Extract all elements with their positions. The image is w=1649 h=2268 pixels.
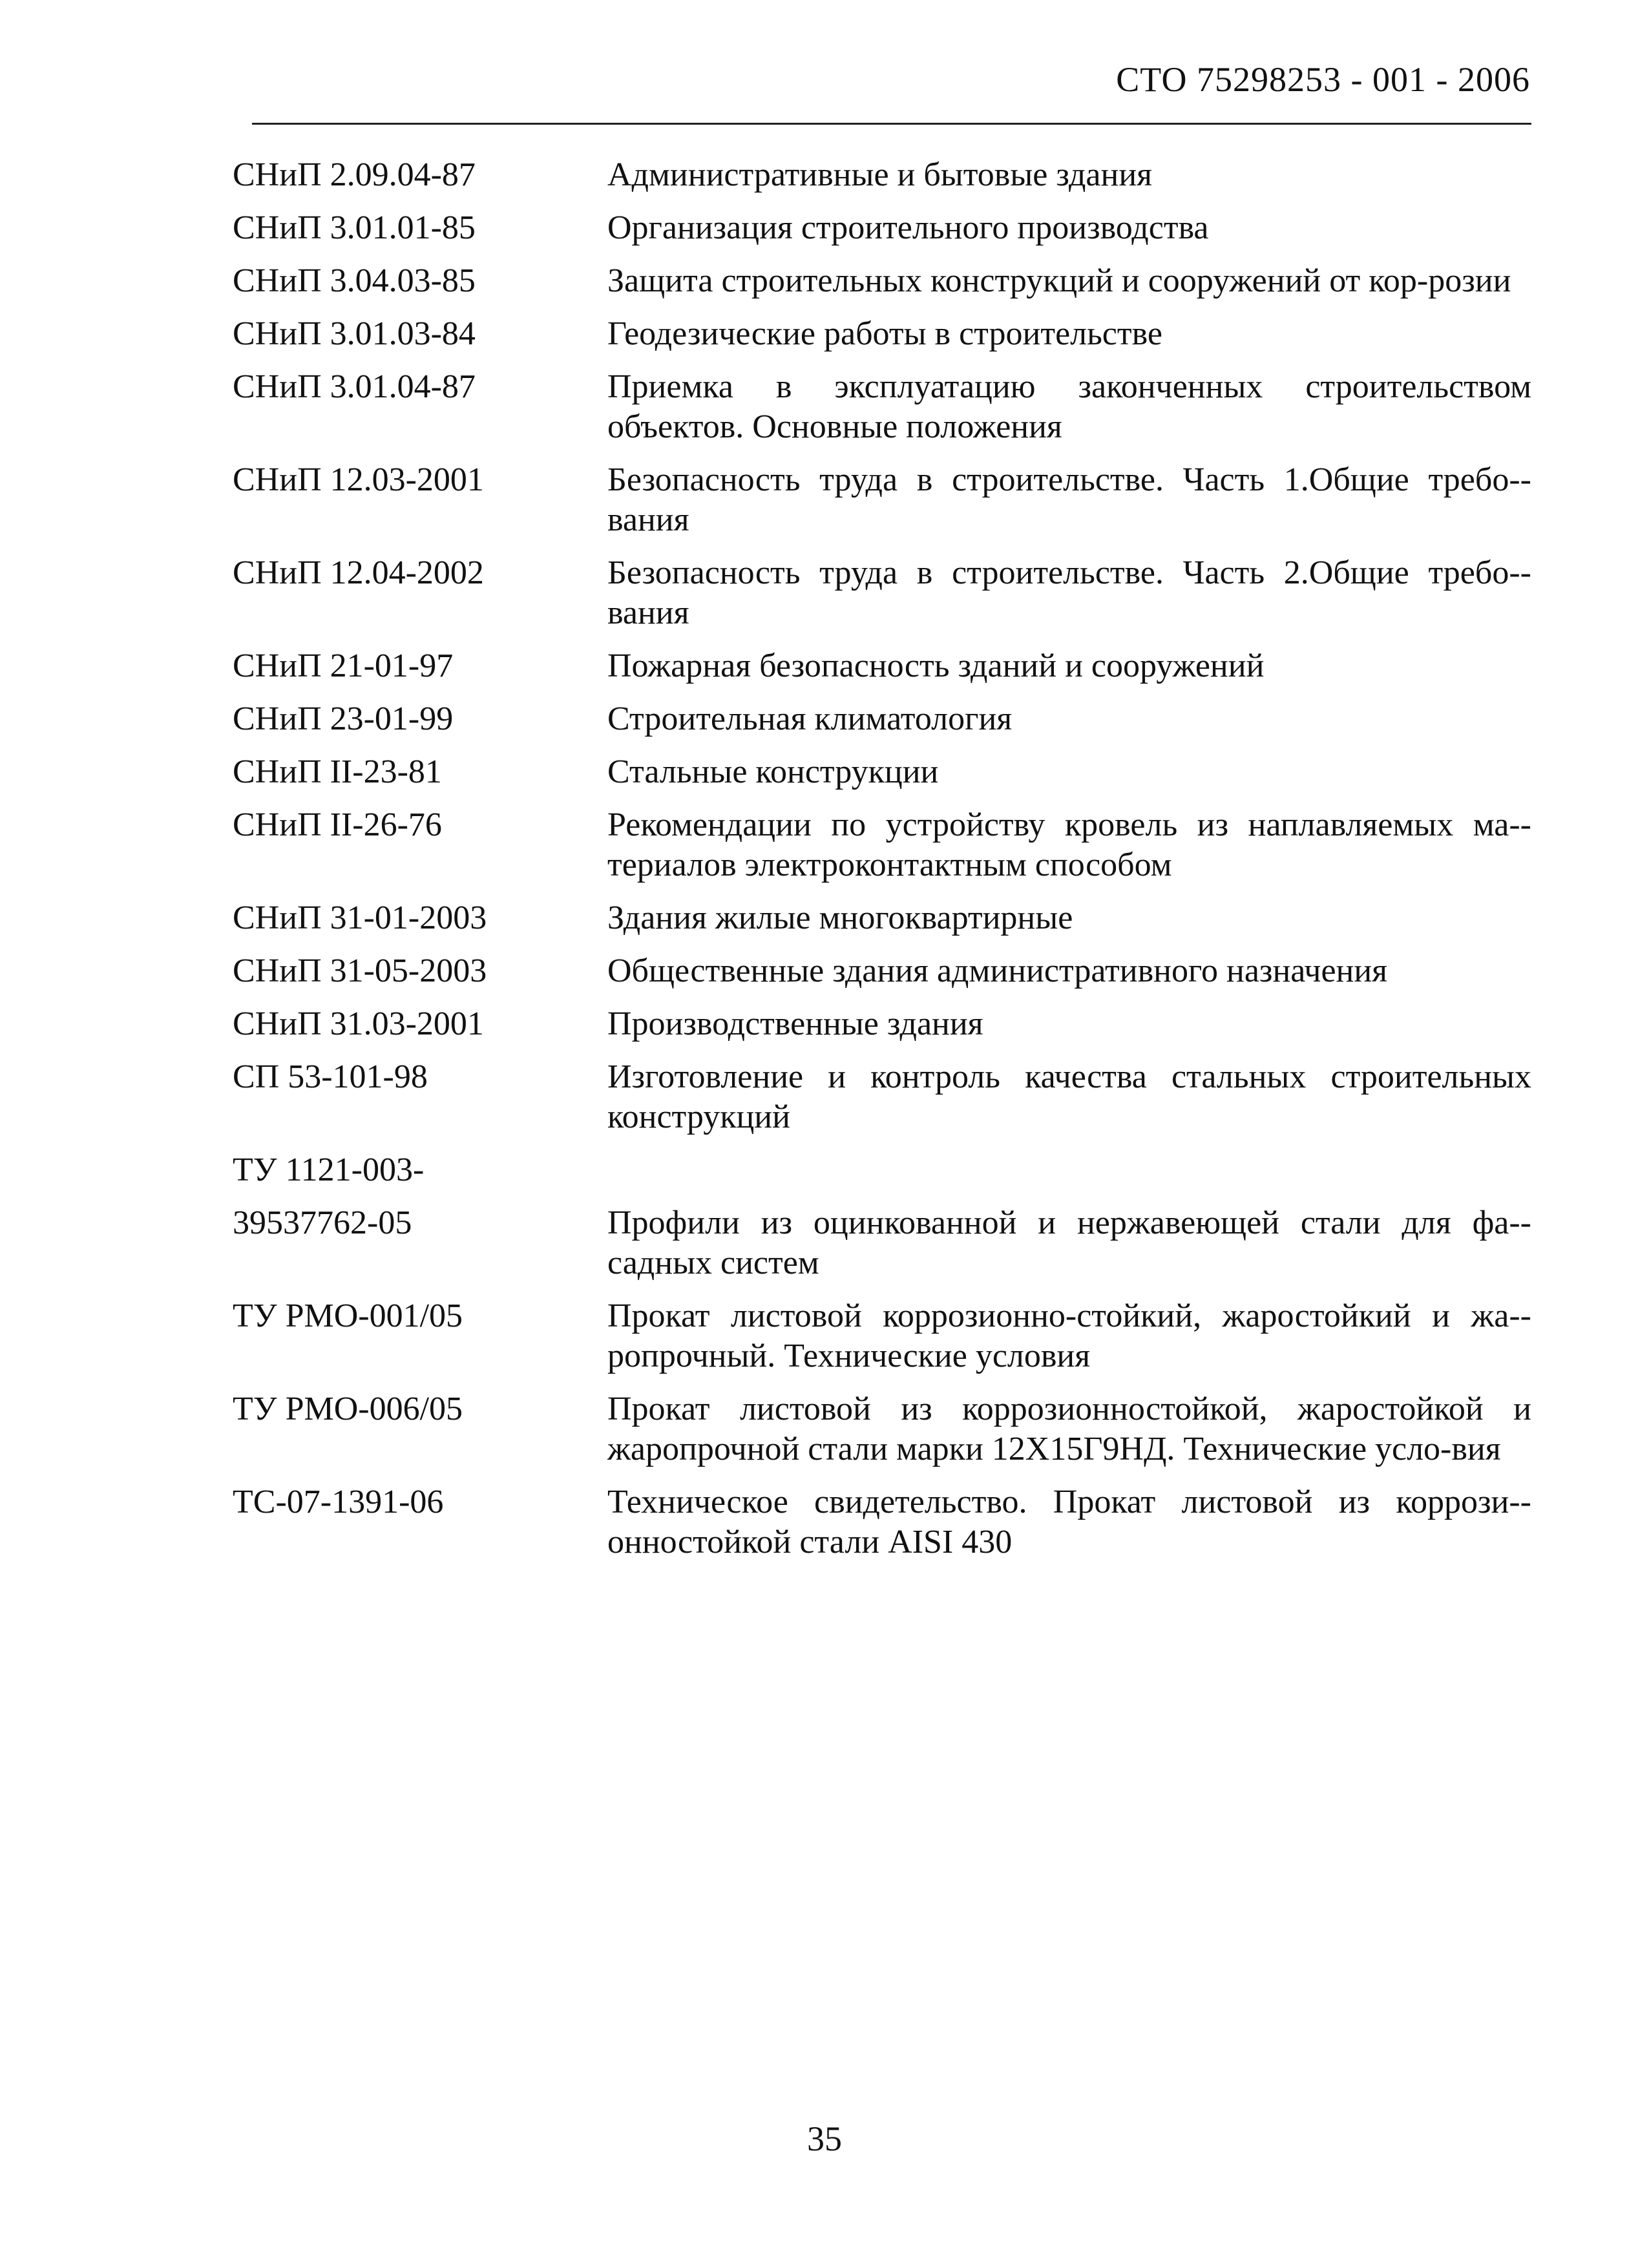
reference-entry [233, 314, 1531, 354]
reference-entry [233, 646, 1531, 686]
reference-entry [233, 1482, 1531, 1562]
reference-entry [233, 460, 1531, 540]
reference-code: СП 53-101-98 [233, 1058, 428, 1095]
reference-entry [233, 1296, 1531, 1376]
reference-code: ТУ РМО-001/05 [233, 1297, 463, 1334]
normative-references-list [233, 155, 1531, 1575]
reference-entry [233, 699, 1531, 739]
reference-title: Безопасность труда в строительстве. Часть 1.Общие требо-вания [607, 461, 1531, 538]
reference-entry [233, 367, 1531, 447]
reference-title: Изготовление и контроль качества стальных строительных конструкций [607, 1058, 1531, 1135]
reference-title: Техническое свидетельство. Прокат листовой из коррози-онностойкой стали AISI 430 [607, 1484, 1531, 1560]
reference-code: СНиП 3.01.01-85 [233, 209, 476, 246]
reference-entry [233, 1150, 1531, 1190]
reference-title: Общественные здания административного назначения [607, 952, 1388, 989]
reference-code: СНиП 31.03-2001 [233, 1005, 484, 1042]
reference-code: 39537762-05 [233, 1204, 412, 1241]
reference-entry [233, 1004, 1531, 1044]
reference-entry [233, 898, 1531, 938]
reference-title: Организация строительного производства [607, 209, 1209, 246]
reference-code: СНиП 3.04.03-85 [233, 262, 476, 299]
reference-title: Рекомендации по устройству кровель из наплавляемых ма-териалов электроконтактным способом [607, 806, 1531, 883]
reference-title: Здания жилые многоквартирные [607, 899, 1073, 936]
reference-code: СНиП 3.01.03-84 [233, 315, 476, 352]
reference-title: Безопасность труда в строительстве. Часть 2.Общие требо-вания [607, 554, 1531, 631]
reference-code: СНиП II-23-81 [233, 753, 442, 790]
reference-title: Прокат листовой коррозионно-стойкий, жаростойкий и жа-ропрочный. Технические условия [607, 1297, 1531, 1374]
reference-code: СНиП 3.01.04-87 [233, 368, 476, 405]
reference-title: Защита строительных конструкций и сооружений от кор-розии [607, 262, 1511, 299]
reference-entry [233, 1203, 1531, 1283]
reference-title: Прокат листовой из коррозионностойкой, жаростойкой и жаропрочной стали марки 12Х15Г9НД. Технические усло-вия [607, 1391, 1531, 1467]
reference-entry [233, 208, 1531, 248]
reference-entry [233, 1057, 1531, 1137]
reference-entry [233, 553, 1531, 633]
reference-title: Геодезические работы в строительстве [607, 315, 1162, 352]
reference-entry [233, 951, 1531, 991]
reference-title: Стальные конструкции [607, 753, 939, 790]
reference-title: Приемка в эксплуатацию законченных строительством объектов. Основные положения [607, 368, 1531, 445]
reference-title: Производственные здания [607, 1005, 983, 1042]
reference-code: СНиП 31-05-2003 [233, 952, 487, 989]
reference-code: СНиП 12.04-2002 [233, 554, 484, 591]
reference-title: Пожарная безопасность зданий и сооружений [607, 647, 1265, 684]
reference-code: СНиП 31-01-2003 [233, 899, 487, 936]
reference-title: Строительная климатология [607, 700, 1013, 737]
reference-entry [233, 1389, 1531, 1469]
reference-code: СНиП 12.03-2001 [233, 461, 484, 498]
reference-entry [233, 805, 1531, 885]
reference-code: ТУ РМО-006/05 [233, 1391, 463, 1427]
reference-code: СНиП II-26-76 [233, 806, 442, 843]
reference-code: ТС-07-1391-06 [233, 1484, 444, 1520]
reference-entry [233, 261, 1531, 301]
reference-code: СНиП 21-01-97 [233, 647, 454, 684]
reference-title: Профили из оцинкованной и нержавеющей стали для фа-садных систем [607, 1204, 1531, 1281]
header-rule [252, 123, 1531, 125]
reference-code: ТУ 1121-003- [233, 1151, 425, 1188]
reference-entry [233, 155, 1531, 195]
reference-code: СНиП 2.09.04-87 [233, 156, 476, 193]
reference-title: Административные и бытовые здания [607, 156, 1153, 193]
document-header-id: СТО 75298253 - 001 - 2006 [1116, 60, 1530, 99]
reference-entry [233, 752, 1531, 792]
page-number: 35 [807, 2119, 842, 2158]
reference-code: СНиП 23-01-99 [233, 700, 454, 737]
